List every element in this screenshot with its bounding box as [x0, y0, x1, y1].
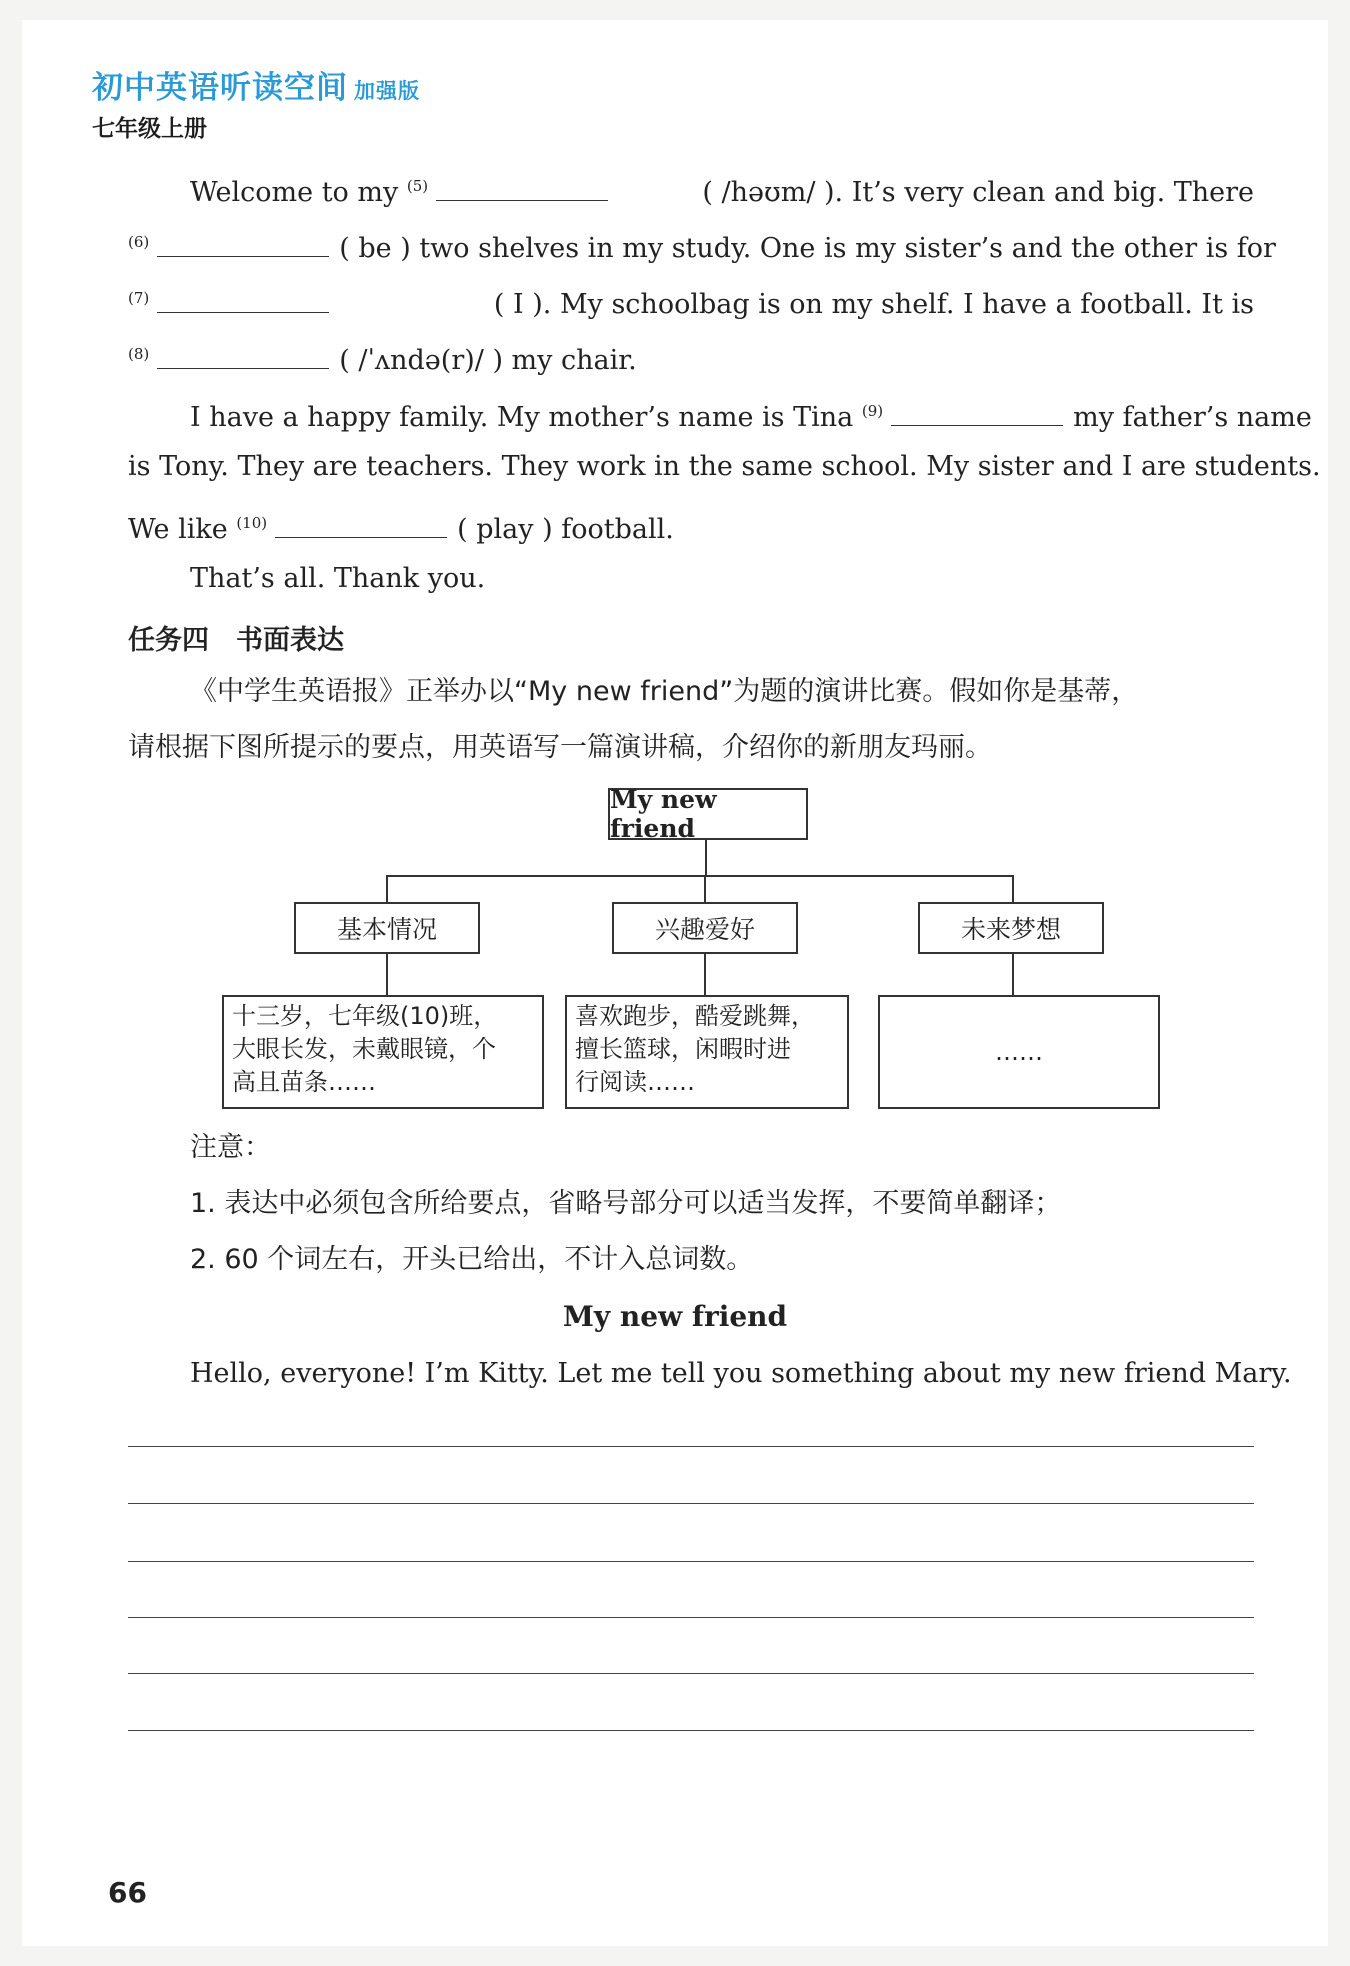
detail-line: 擅长篮球，闲暇时进: [575, 1035, 791, 1063]
task-intro-line-1: 《中学生英语报》正举办以“My new friend”为题的演讲比赛。假如你是基蒂，: [190, 676, 1139, 707]
blank-number: (5): [406, 177, 429, 195]
blank-number: (8): [128, 345, 150, 363]
answer-blank-10[interactable]: [275, 511, 447, 538]
text-segment: ( /həʊm/ ). It’s very clean and big. There: [702, 177, 1254, 208]
branch-box-hobbies: 兴趣爱好: [612, 902, 798, 954]
text-segment: Welcome to my: [190, 177, 399, 208]
text-segment: We like: [128, 514, 228, 545]
essay-opening: Hello, everyone! I’m Kitty. Let me tell you something about my new friend Mary.: [190, 1358, 1292, 1389]
detail-box-hobbies: [565, 995, 849, 1109]
detail-line: ……: [995, 1037, 1043, 1066]
text-segment: my father’s name: [1073, 402, 1312, 433]
section-heading: 任务四 书面表达: [128, 625, 344, 656]
book-title: [92, 62, 420, 107]
note-2: 2. 60 个词左右，开头已给出，不计入总词数。: [190, 1244, 754, 1275]
answer-blank-9[interactable]: [891, 399, 1063, 426]
passage-line-7: [128, 505, 1254, 548]
writing-line[interactable]: [128, 1503, 1254, 1504]
text-segment: ( /ˈʌndə(r)/ ) my chair.: [339, 345, 637, 376]
passage-line-4: [128, 336, 1254, 379]
connector-line: [386, 952, 388, 996]
text-segment: I have a happy family. My mother’s name is Tina: [190, 402, 854, 433]
passage-text: [190, 168, 618, 211]
passage-line-2: [128, 224, 1276, 267]
page-number: 66: [108, 1876, 147, 1909]
text-segment: ( I ). My schoolbag is on my shelf. I have a football. It is: [493, 289, 1254, 320]
blank-number: (7): [128, 289, 150, 307]
detail-box-basic-info: [222, 995, 544, 1109]
blank-number: (10): [236, 514, 268, 532]
text-segment: ( play ) football.: [457, 514, 674, 545]
passage-line-5: [190, 393, 1312, 436]
writing-line[interactable]: [128, 1446, 1254, 1447]
detail-line: 十三岁，七年级(10)班，: [232, 1002, 498, 1030]
connector-line: [386, 875, 1012, 877]
branch-box-basic-info: 基本情况: [294, 902, 480, 954]
connector-line: [705, 838, 707, 876]
essay-title: My new friend: [562, 1300, 788, 1333]
diagram-root-box: My new friend: [608, 788, 808, 840]
detail-line: 高且苗条……: [232, 1068, 376, 1096]
task-intro-line-2: 请根据下图所提示的要点，用英语写一篇演讲稿，介绍你的新朋友玛丽。: [128, 732, 992, 763]
writing-line[interactable]: [128, 1617, 1254, 1618]
writing-line[interactable]: [128, 1561, 1254, 1562]
passage-line-6: is Tony. They are teachers. They work in the same school. My sister and I are students.: [128, 451, 1321, 482]
detail-box-dream: [878, 995, 1160, 1109]
detail-line: 行阅读……: [575, 1068, 695, 1096]
answer-blank-5[interactable]: [436, 174, 608, 201]
passage-line-3: [128, 280, 1254, 323]
connector-line: [704, 952, 706, 996]
blank-number: (9): [861, 402, 884, 420]
text-segment: ( be ) two shelves in my study. One is my sister’s and the other is for: [339, 233, 1276, 264]
connector-line: [1012, 952, 1014, 996]
blank-number: (6): [128, 233, 150, 251]
answer-blank-6[interactable]: [157, 230, 329, 257]
answer-blank-7[interactable]: [157, 286, 329, 313]
connector-line: [1012, 875, 1014, 903]
connector-line: [386, 875, 388, 903]
detail-line: 喜欢跑步，酷爱跳舞，: [575, 1002, 815, 1030]
writing-line[interactable]: [128, 1730, 1254, 1731]
book-title-text: 初中英语听读空间: [92, 70, 348, 106]
passage-line-1: [190, 168, 1254, 211]
book-grade: 七年级上册: [92, 116, 207, 142]
connector-line: [704, 875, 706, 903]
book-edition-tag: 加强版: [354, 79, 420, 103]
note-1: 1. 表达中必须包含所给要点，省略号部分可以适当发挥，不要简单翻译；: [190, 1188, 1062, 1219]
answer-blank-8[interactable]: [157, 342, 329, 369]
writing-line[interactable]: [128, 1673, 1254, 1674]
branch-box-dream: 未来梦想: [918, 902, 1104, 954]
detail-line: 大眼长发，未戴眼镜，个: [232, 1035, 496, 1063]
notes-label: 注意：: [190, 1132, 271, 1163]
passage-line-8: That’s all. Thank you.: [190, 563, 486, 594]
